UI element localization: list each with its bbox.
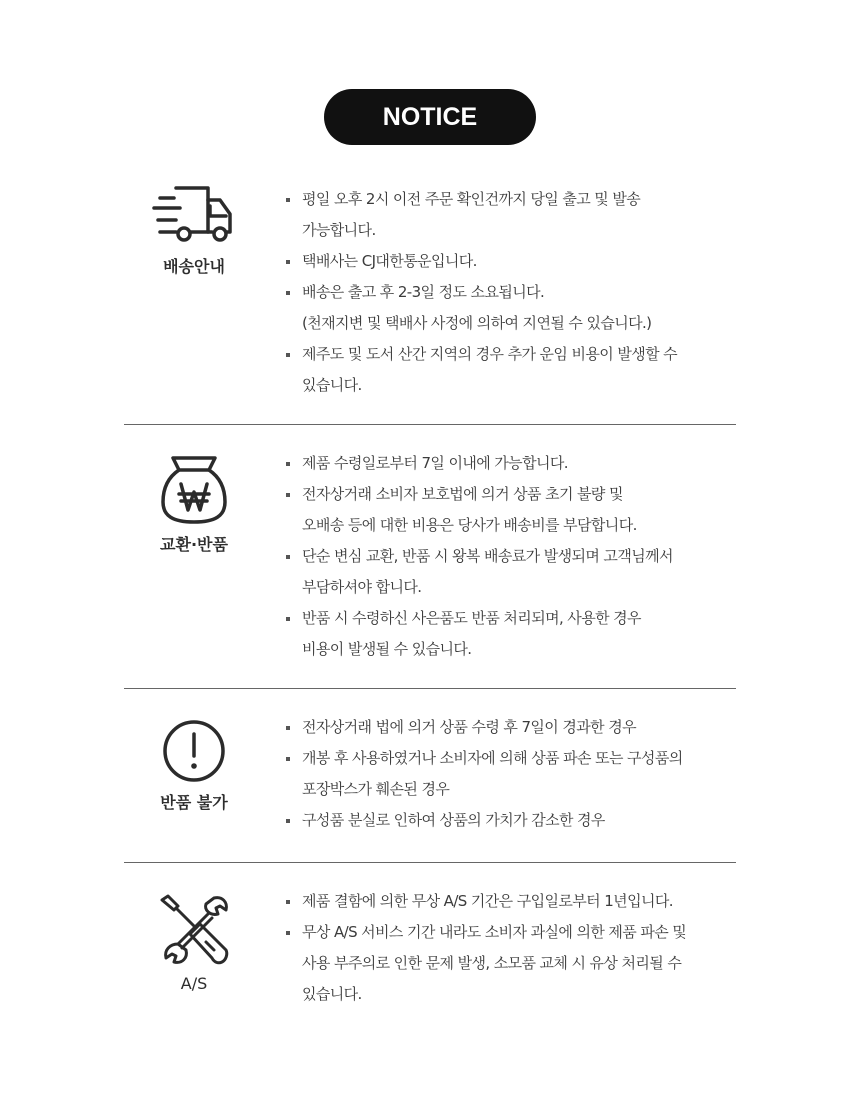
list-item: 제품 결함에 의한 무상 A/S 기간은 구입일로부터 1년입니다. — [286, 886, 746, 917]
section-label: 배송안내 — [163, 257, 225, 276]
section-no-return-icon-col — [124, 718, 264, 813]
exchange-list — [286, 448, 746, 665]
list-item: 평일 오후 2시 이전 주문 확인건까지 당일 출고 및 발송 가능합니다. — [286, 184, 746, 246]
no-return-list — [286, 712, 746, 836]
exclamation-circle-icon — [161, 718, 227, 784]
section-label: A/S — [180, 974, 208, 993]
money-bag-won-icon — [159, 454, 229, 526]
section-exchange-icon-col — [124, 454, 264, 555]
divider — [124, 424, 736, 425]
list-item: 배송은 출고 후 2-3일 정도 소요됩니다. (천재지변 및 택배사 사정에 의하여 지연될 수 있습니다.) — [286, 277, 746, 339]
list-item: 구성품 분실로 인하여 상품의 가치가 감소한 경우 — [286, 805, 746, 836]
list-item: 반품 시 수령하신 사은품도 반품 처리되며, 사용한 경우 비용이 발생될 수 있습니다. — [286, 603, 746, 665]
list-item: 제품 수령일로부터 7일 이내에 가능합니다. — [286, 448, 746, 479]
screwdriver-wrench-icon — [156, 892, 232, 968]
section-shipping-icon-col — [124, 182, 264, 277]
list-item: 전자상거래 소비자 보호법에 의거 상품 초기 불량 및 오배송 등에 대한 비용은 당사가 배송비를 부담합니다. — [286, 479, 746, 541]
truck-icon — [146, 182, 242, 248]
list-item: 택배사는 CJ대한통운입니다. — [286, 246, 746, 277]
section-as-icon-col — [124, 892, 264, 993]
shipping-list — [286, 184, 746, 401]
notice-badge: NOTICE — [324, 89, 536, 145]
divider — [124, 862, 736, 863]
section-label: 반품 불가 — [160, 793, 228, 812]
list-item: 제주도 및 도서 산간 지역의 경우 추가 운임 비용이 발생할 수 있습니다. — [286, 339, 746, 401]
section-label: 교환·반품 — [160, 535, 228, 554]
as-list — [286, 886, 746, 1010]
divider — [124, 688, 736, 689]
list-item: 개봉 후 사용하였거나 소비자에 의해 상품 파손 또는 구성품의 포장박스가 훼손된 경우 — [286, 743, 746, 805]
list-item: 단순 변심 교환, 반품 시 왕복 배송료가 발생되며 고객님께서 부담하셔야 합니다. — [286, 541, 746, 603]
list-item: 무상 A/S 서비스 기간 내라도 소비자 과실에 의한 제품 파손 및 사용 부주의로 인한 문제 발생, 소모품 교체 시 유상 처리될 수 있습니다. — [286, 917, 746, 1010]
list-item: 전자상거래 법에 의거 상품 수령 후 7일이 경과한 경우 — [286, 712, 746, 743]
